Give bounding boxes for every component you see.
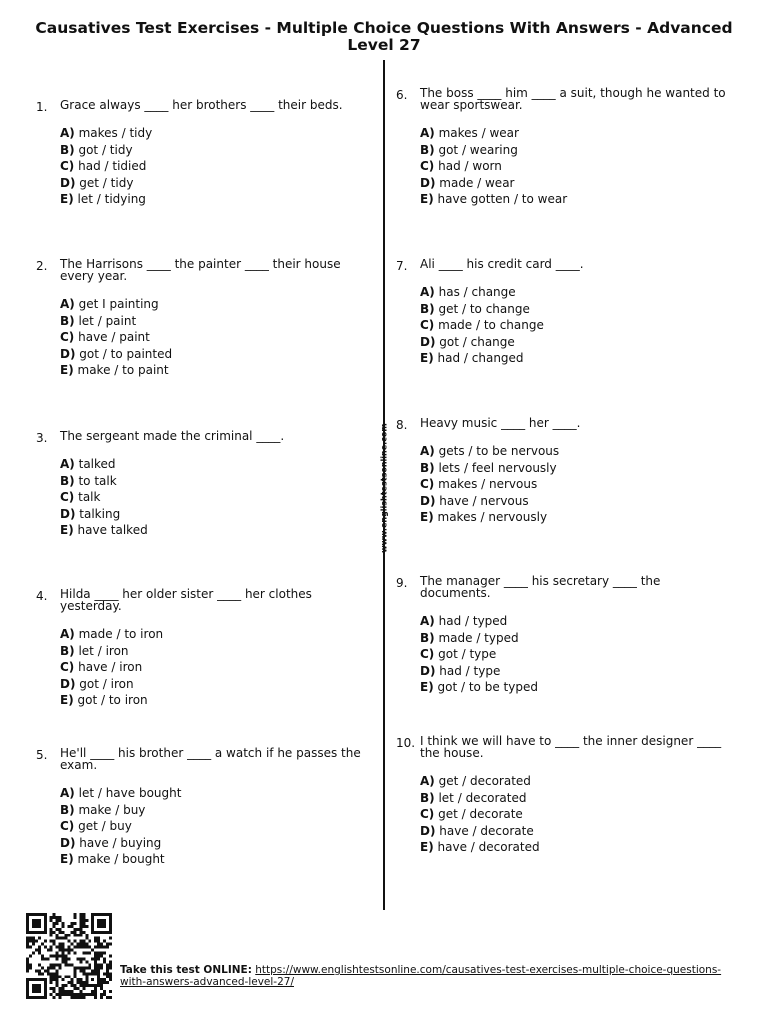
option-text: talking (79, 506, 121, 521)
qr-code-graphic (26, 913, 112, 999)
answer-option[interactable] (60, 659, 376, 676)
answer-option[interactable] (420, 790, 731, 807)
option-letter: E) (420, 351, 434, 365)
option-letter: D) (60, 676, 76, 691)
question-3 (36, 430, 376, 539)
answer-option[interactable] (420, 350, 731, 367)
question-text: Hilda ____ her older sister ____ her clothes yesterday. (60, 587, 312, 613)
answer-option[interactable] (60, 692, 376, 709)
option-text: get I painting (78, 297, 159, 311)
question-number: 2. (36, 259, 48, 273)
option-text: made / to change (438, 318, 544, 332)
option-letter: E) (60, 192, 74, 206)
question-number: 5. (36, 748, 48, 762)
question-text: The boss ____ him ____ a suit, though he wanted to wear sportswear. (420, 86, 726, 112)
footer (120, 964, 740, 988)
answer-option[interactable] (420, 806, 731, 823)
option-letter: C) (420, 807, 435, 821)
question-text: He'll ____ his brother ____ a watch if he passes the exam. (60, 746, 361, 772)
question-4 (36, 588, 376, 709)
question-1 (36, 99, 376, 208)
option-text: got / to be typed (437, 680, 538, 694)
answer-options (420, 284, 731, 367)
answer-option[interactable] (420, 476, 731, 493)
option-letter: B) (60, 473, 75, 488)
option-letter: C) (60, 819, 75, 833)
question-number: 3. (36, 431, 48, 445)
option-letter: A) (60, 457, 75, 471)
option-text: have / decorate (439, 823, 534, 838)
answer-option[interactable] (60, 158, 376, 175)
answer-option[interactable] (420, 301, 731, 318)
answer-option[interactable] (420, 509, 731, 526)
option-letter: E) (420, 192, 434, 206)
question-number: 4. (36, 589, 48, 603)
option-letter: C) (60, 490, 75, 504)
answer-option[interactable] (420, 493, 731, 510)
option-letter: A) (420, 126, 435, 140)
answer-options (420, 443, 731, 526)
option-text: have / decorated (437, 840, 540, 854)
option-letter: E) (60, 693, 74, 707)
answer-options (60, 296, 376, 379)
option-text: got / change (439, 334, 515, 349)
question-text: The Harrisons ____ the painter ____ their house every year. (60, 257, 341, 283)
answer-option[interactable] (420, 175, 731, 192)
question-5 (36, 747, 376, 868)
option-text: got / to painted (79, 346, 173, 361)
option-letter: C) (420, 318, 435, 332)
question-number: 1. (36, 100, 48, 114)
option-letter: D) (420, 823, 436, 838)
option-letter: D) (60, 835, 76, 850)
question-number: 7. (396, 259, 408, 273)
footer-lead: Take this test ONLINE: (120, 964, 252, 976)
answer-option[interactable] (60, 346, 376, 363)
question-text: Ali ____ his credit card ____. (420, 257, 584, 271)
answer-option[interactable] (60, 785, 376, 802)
question-number: 8. (396, 418, 408, 432)
answer-option[interactable] (60, 313, 376, 330)
qr-code-icon[interactable] (26, 913, 112, 999)
option-text: get / tidy (79, 175, 134, 190)
option-text: let / iron (78, 643, 129, 658)
answer-option[interactable] (60, 489, 376, 506)
option-text: have / buying (79, 835, 162, 850)
option-letter: B) (420, 301, 435, 316)
answer-option[interactable] (60, 142, 376, 159)
option-letter: C) (420, 647, 435, 661)
option-letter: C) (420, 159, 435, 173)
option-letter: B) (60, 142, 75, 157)
option-letter: C) (60, 330, 75, 344)
answer-options (420, 773, 731, 856)
test-online-link[interactable]: https://www.englishtestsonline.com/causatives-test-exercises-multiple-choice-questions-with-answers-advanced-level-27/ (120, 964, 722, 988)
question-7 (396, 258, 731, 367)
answer-option[interactable] (60, 851, 376, 868)
answer-option[interactable] (420, 663, 731, 680)
option-text: had / type (439, 663, 501, 678)
option-letter: A) (60, 297, 75, 311)
option-text: have / iron (78, 660, 143, 674)
question-6 (396, 87, 731, 208)
option-letter: D) (420, 493, 436, 508)
answer-options (60, 785, 376, 868)
option-text: makes / nervously (437, 510, 548, 524)
option-text: let / tidying (77, 192, 146, 206)
option-text: have talked (77, 523, 148, 537)
option-text: made / to iron (78, 627, 164, 641)
option-text: have / paint (78, 330, 150, 344)
answer-option[interactable] (420, 317, 731, 334)
option-letter: B) (60, 313, 75, 328)
answer-option[interactable] (60, 125, 376, 142)
question-text: Grace always ____ her brothers ____ their beds. (60, 98, 343, 112)
answer-option[interactable] (60, 818, 376, 835)
answer-options (60, 125, 376, 208)
option-text: make / bought (77, 852, 165, 866)
option-text: got / to iron (77, 693, 148, 707)
question-10 (396, 735, 731, 856)
answer-option[interactable] (420, 460, 731, 477)
answer-option[interactable] (420, 823, 731, 840)
option-text: makes / nervous (438, 477, 538, 491)
answer-option[interactable] (60, 802, 376, 819)
option-letter: B) (420, 460, 435, 475)
option-letter: D) (60, 346, 76, 361)
answer-option[interactable] (60, 329, 376, 346)
option-text: talk (78, 490, 101, 504)
option-text: lets / feel nervously (438, 460, 557, 475)
option-letter: B) (60, 643, 75, 658)
answer-option[interactable] (420, 613, 731, 630)
option-letter: E) (420, 840, 434, 854)
option-text: get / decorated (438, 774, 531, 788)
question-number: 9. (396, 576, 408, 590)
answer-option[interactable] (60, 626, 376, 643)
option-text: got / type (438, 647, 497, 661)
answer-option[interactable] (420, 191, 731, 208)
option-text: gets / to be nervous (438, 444, 560, 458)
option-text: talked (78, 457, 116, 471)
option-text: makes / wear (438, 126, 519, 140)
answer-option[interactable] (60, 191, 376, 208)
answer-options (60, 456, 376, 539)
question-text: Heavy music ____ her ____. (420, 416, 581, 430)
option-letter: E) (420, 510, 434, 524)
option-letter: C) (60, 660, 75, 674)
answer-option[interactable] (60, 676, 376, 693)
option-text: make / buy (78, 802, 146, 817)
option-letter: D) (60, 506, 76, 521)
answer-option[interactable] (420, 839, 731, 856)
option-letter: D) (420, 663, 436, 678)
answer-options (420, 613, 731, 696)
option-letter: A) (60, 786, 75, 800)
option-letter: A) (60, 627, 75, 641)
answer-option[interactable] (420, 125, 731, 142)
option-letter: D) (420, 334, 436, 349)
question-text: I think we will have to ____ the inner designer ____ the house. (420, 734, 722, 760)
option-text: had / worn (438, 159, 502, 173)
option-letter: A) (420, 614, 435, 628)
option-text: got / wearing (438, 142, 518, 157)
answer-option[interactable] (420, 284, 731, 301)
option-text: let / paint (78, 313, 137, 328)
option-letter: C) (60, 159, 75, 173)
option-letter: B) (420, 630, 435, 645)
answer-option[interactable] (420, 773, 731, 790)
answer-option[interactable] (60, 362, 376, 379)
option-text: had / tidied (78, 159, 147, 173)
option-text: got / iron (79, 676, 134, 691)
answer-option[interactable] (420, 646, 731, 663)
option-text: has / change (438, 285, 516, 299)
answer-option[interactable] (60, 296, 376, 313)
option-letter: E) (60, 852, 74, 866)
option-text: to talk (78, 473, 117, 488)
option-text: make / to paint (77, 363, 169, 377)
option-letter: B) (420, 142, 435, 157)
option-text: get / buy (78, 819, 132, 833)
option-letter: B) (420, 790, 435, 805)
option-letter: D) (420, 175, 436, 190)
option-text: get / to change (438, 301, 530, 316)
option-letter: A) (420, 285, 435, 299)
option-text: got / tidy (78, 142, 133, 157)
question-number: 10. (396, 736, 416, 750)
watermark-text: www.englishtestsonline.com (379, 423, 389, 553)
option-letter: A) (420, 444, 435, 458)
answer-option[interactable] (420, 630, 731, 647)
question-text: The sergeant made the criminal ____. (60, 429, 285, 443)
answer-option[interactable] (420, 158, 731, 175)
option-letter: E) (60, 363, 74, 377)
question-number: 6. (396, 88, 408, 102)
answer-option[interactable] (60, 835, 376, 852)
question-text: The manager ____ his secretary ____ the documents. (420, 574, 661, 600)
option-text: have gotten / to wear (437, 192, 568, 206)
option-letter: B) (60, 802, 75, 817)
page-title: Causatives Test Exercises - Multiple Choice Questions With Answers - Advanced Level 27 (35, 19, 733, 54)
option-text: makes / tidy (78, 126, 153, 140)
option-text: get / decorate (438, 807, 523, 821)
answer-options (420, 125, 731, 208)
option-letter: A) (60, 126, 75, 140)
answer-option[interactable] (420, 334, 731, 351)
answer-option[interactable] (60, 456, 376, 473)
answer-options (60, 626, 376, 709)
answer-option[interactable] (60, 506, 376, 523)
question-8 (396, 417, 731, 526)
option-text: made / typed (438, 630, 519, 645)
answer-option[interactable] (60, 473, 376, 490)
answer-option[interactable] (60, 522, 376, 539)
option-text: had / typed (438, 614, 508, 628)
option-letter: C) (420, 477, 435, 491)
option-letter: E) (60, 523, 74, 537)
option-text: had / changed (437, 351, 524, 365)
option-text: let / have bought (78, 786, 182, 800)
option-letter: E) (420, 680, 434, 694)
option-text: let / decorated (438, 790, 527, 805)
option-letter: D) (60, 175, 76, 190)
question-9 (396, 575, 731, 696)
answer-option[interactable] (60, 643, 376, 660)
option-text: have / nervous (439, 493, 529, 508)
question-2 (36, 258, 376, 379)
answer-option[interactable] (420, 679, 731, 696)
option-letter: A) (420, 774, 435, 788)
answer-option[interactable] (60, 175, 376, 192)
answer-option[interactable] (420, 142, 731, 159)
answer-option[interactable] (420, 443, 731, 460)
option-text: made / wear (439, 175, 515, 190)
